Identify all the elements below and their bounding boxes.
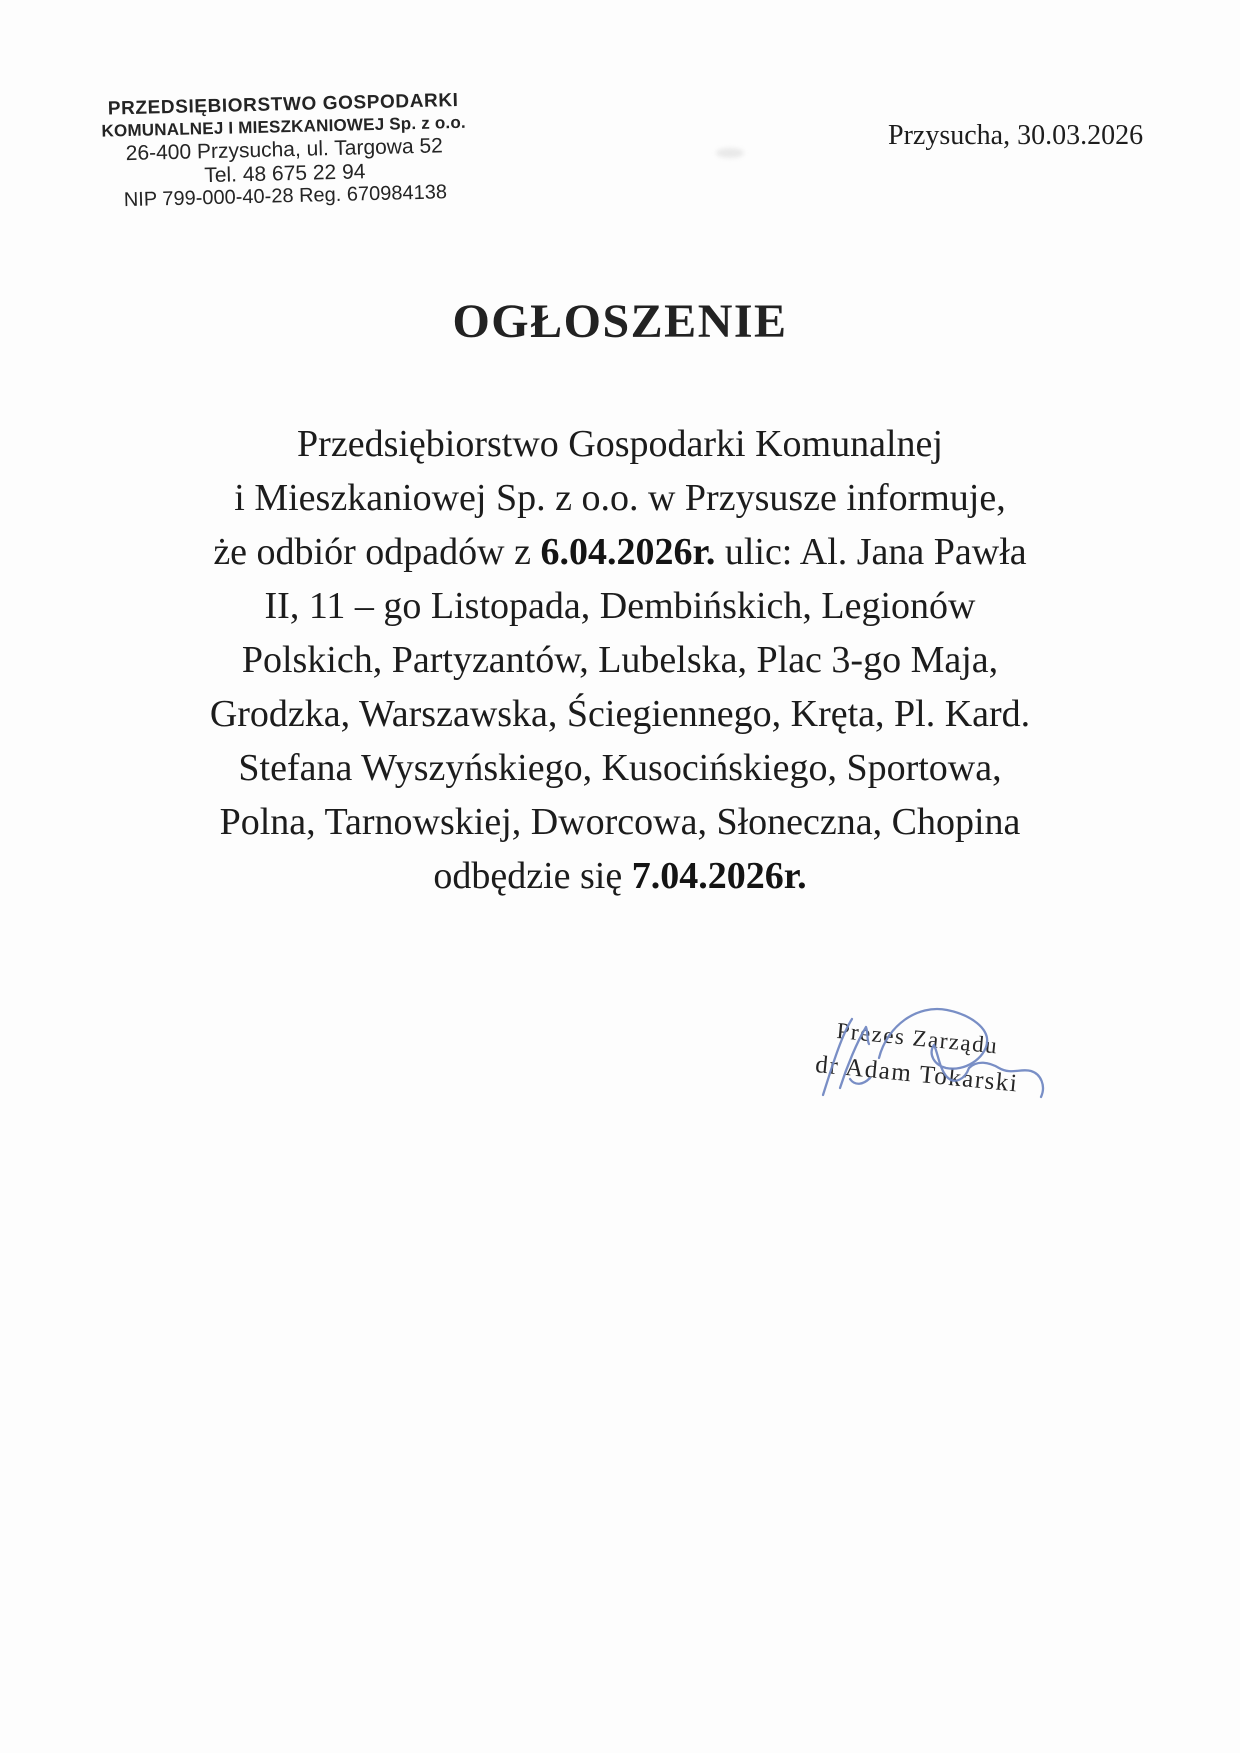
body-line-text: Stefana Wyszyńskiego, Kusocińskiego, Sportowa, [238,747,1002,789]
signer-name: dr Adam Tokarski [814,1051,1020,1098]
place-and-date: Przysucha, 30.03.2026 [888,120,1144,151]
body-line [35,525,1205,579]
body-line [35,741,1205,795]
signer-role: Prezes Zarządu [835,1018,1000,1059]
body-line-text: Polna, Tarnowskiej, Dworcowa, Słoneczna, Chopina [219,801,1021,843]
company-letterhead-stamp [88,90,481,212]
signature-block [814,1018,1023,1099]
body-line-text: II, 11 – go Listopada, Dembińskich, Legionów [264,585,976,627]
stamp-company-name-line1: PRZEDSIĘBIORSTWO GOSPODARKI [107,89,459,120]
body-line-text: że odbiór odpadów z [213,531,541,573]
announcement-body [35,417,1205,903]
stamp-phone-line: Tel. 48 675 22 94 [204,159,366,187]
body-line [35,633,1205,687]
body-line [35,795,1205,849]
body-line [35,579,1205,633]
pickup-date-new: 7.04.2026r. [631,855,807,897]
body-line [35,849,1205,903]
body-line-text: i Mieszkaniowej Sp. z o.o. w Przysusze informuje, [234,477,1006,519]
body-line-text: Polskich, Partyzantów, Lubelska, Plac 3-go Maja, [241,639,999,681]
announcement-title: OGŁOSZENIE [452,295,788,348]
body-line [35,417,1205,471]
body-line-text: Grodzka, Warszawska, Ściegiennego, Kręta, Pl. Kard. [209,693,1031,735]
stamp-company-name-line2: KOMUNALNEJ I MIESZKANIOWEJ Sp. z o.o. [101,112,467,141]
stamp-address-line: 26-400 Przysucha, ul. Targowa 52 [125,134,444,165]
body-line-text: odbędzie się [433,855,632,897]
body-line [35,687,1205,741]
body-line-text: Przedsiębiorstwo Gospodarki Komunalnej [297,423,943,465]
pickup-date-old: 6.04.2026r. [540,531,716,573]
scan-smudge-artifact [716,148,744,158]
body-line [35,471,1205,525]
body-line-text: ulic: Al. Jana Pawła [715,531,1027,573]
stamp-nip-regon-line: NIP 799-000-40-28 Reg. 670984138 [123,181,448,212]
